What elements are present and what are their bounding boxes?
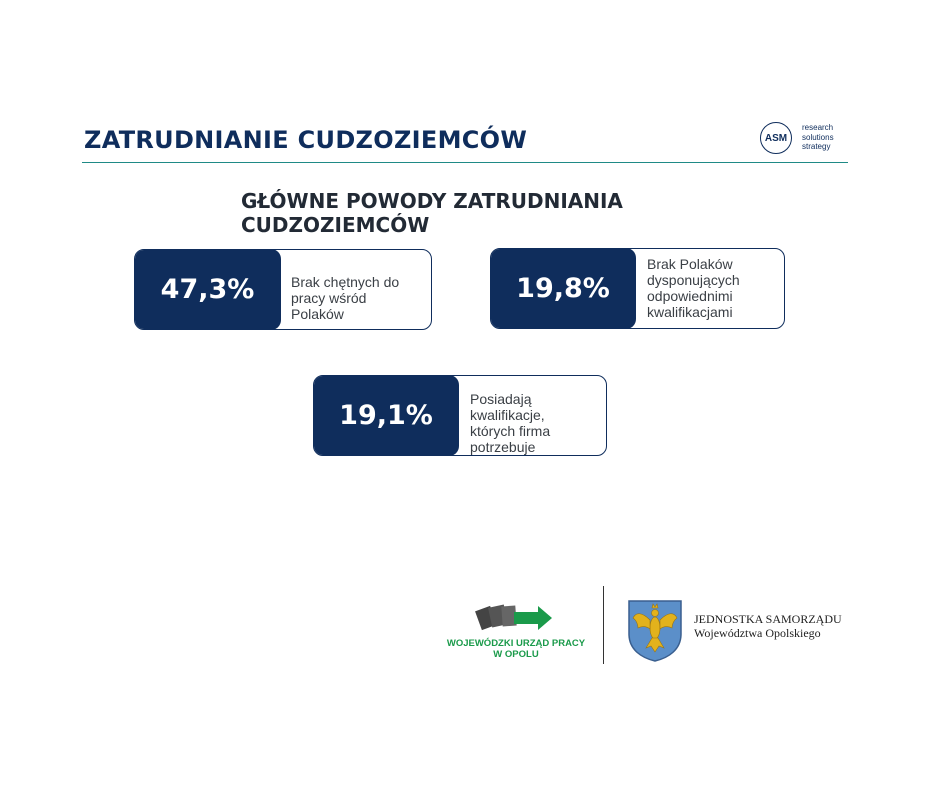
wup-emblem-icon: [446, 596, 586, 636]
wup-name-line: WOJEWÓDZKI URZĄD PRACY: [446, 638, 586, 649]
eagle-shield-icon: [626, 598, 684, 662]
title-divider: [82, 162, 848, 163]
footer-divider: [603, 586, 604, 664]
wup-name-line: W OPOLU: [493, 649, 539, 660]
wup-name: [446, 638, 586, 660]
region-name: [694, 612, 842, 640]
stat-value: 19,1%: [313, 375, 459, 456]
asm-tagline-line: solutions: [802, 132, 834, 142]
stat-card: [134, 249, 432, 330]
asm-logo-mark: ASM: [760, 122, 792, 154]
asm-logo: [760, 120, 850, 156]
asm-tagline-line: strategy: [802, 142, 831, 151]
stat-label: Posiadają kwalifikacje, których firma potrzebuje: [470, 391, 551, 455]
region-name-line: JEDNOSTKA SAMORZĄDU: [694, 612, 842, 626]
opole-logo: [626, 598, 846, 662]
section-heading: [241, 189, 661, 237]
section-heading-line: GŁÓWNE POWODY ZATRUDNIANIA: [241, 189, 623, 213]
stat-card: [490, 248, 785, 329]
region-name-line: Województwa Opolskiego: [694, 626, 821, 640]
asm-tagline-line: research: [802, 123, 834, 132]
page-title: ZATRUDNIANIE CUDZOZIEMCÓW: [84, 126, 528, 154]
section-heading-line: CUDZOZIEMCÓW: [241, 213, 430, 237]
stat-label: Brak chętnych do pracy wśród Polaków: [291, 274, 400, 322]
stat-label: Brak Polaków dysponujących odpowiednimi kwalifikacjami: [647, 256, 740, 320]
wup-logo: [446, 596, 586, 662]
stat-card: [313, 375, 607, 456]
stat-value: 19,8%: [490, 248, 636, 329]
asm-logo-tagline: [802, 123, 834, 152]
stat-value: 47,3%: [134, 249, 281, 330]
